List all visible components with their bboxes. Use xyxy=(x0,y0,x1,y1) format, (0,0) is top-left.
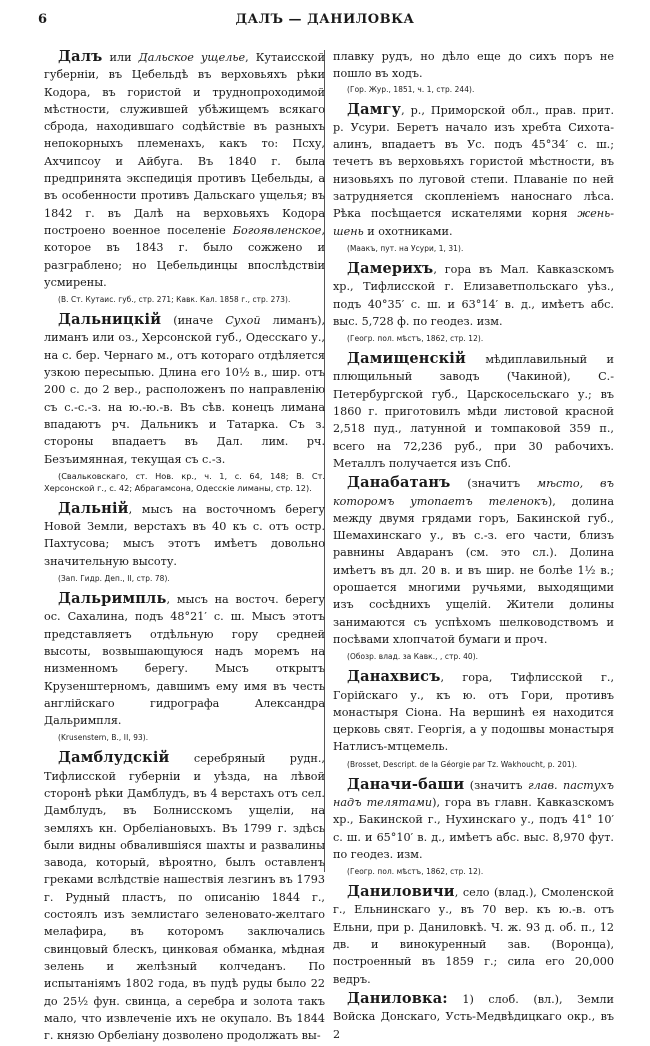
headword: Даниловичи xyxy=(347,883,455,901)
source-citation: (Обозр. влад. за Кавк., , стр. 40). xyxy=(347,651,479,662)
source-citation: (Гор. Жур., 1851, ч. 1, стр. 244). xyxy=(347,83,475,94)
headword: Дальній xyxy=(58,499,129,517)
entry-danakhvis: Данахвисъ, гора, Тифлисской г., Горійскаго у., къ ю. отъ Гори, противъ монастыря Сіона. На вершинѣ ея находится церковь свят. Георгія, а у подошвы монастыря Натлисъ-мтцемель. xyxy=(333,668,614,754)
source-citation: (Krusenstern, B., II, 93). xyxy=(58,732,149,743)
entry-damblud: Дамблудскій серебряный рудн., Тифлисской губерніи и уѣзда, на лѣвой сторонѣ рѣки Дамблудъ, въ 4 верстахъ отъ сел. Дамблудъ, въ Болнисскомъ ущеліи, на земляхъ кн. Орбеліановыхъ. Въ 1799 г. здѣсь были видны обвалившіяся шахты и развалины завода, который, вѣроятно, былъ оставленъ греками вслѣдствіе нашествія лезгинъ въ 1793 г. Рудный пластъ, по описанію 1844 г., состоялъ изъ землистаго зеленовато-желтаго мелафира, въ которомъ заключались свинцовый блескъ, цинковая обманка, мѣдная зелень и желѣзный колчеданъ. По испытаніямъ 1802 года, въ пудѣ руды было 22 до 25½ фун. свинца, а серебра и золота такъ мало, что извлеченіе ихъ не окупало. Въ 1844 г. князю Орбеліану дозволено продолжать вы- xyxy=(44,749,325,1043)
entry-continuation: плавку рудъ, но дѣло еще до сихъ поръ не пошло въ ходъ. xyxy=(333,50,614,81)
running-title: ДАЛЪ — ДАНИЛОВКА xyxy=(235,12,415,27)
entry-dalnitsky: Дальницкій (иначе Сухой лиманъ), лиманъ или оз., Херсонской губ., Одесскаго у., на с. бер. Чернаго м., отъ котораго отдѣляется узкою пересыпью. Длина его 10½ в., шир. отъ 200 с. до 2 вер., расположенъ по направленію съ с.-с.-з. на ю.-ю.-в. Въ сѣв. конецъ лимана впадаютъ рч. Дальникъ и Татарка. Съ з. стороны впадаетъ въ Дал. лим. рч. Безъимянная, текущая съ с.-з. xyxy=(44,311,325,466)
entry-damerikh: Дамерихъ, гора въ Мал. Кавказскомъ хр., Тифлисской г. Елизаветпольскаго уѣз., подъ 40°35′ с. ш. и 63°14′ в. д., имѣетъ абс. выс. 5,728 ф. по геодез. изм. xyxy=(333,259,614,328)
right-column xyxy=(333,48,614,1045)
source-citation: (Геогр. пол. мѣстъ, 1862, стр. 12). xyxy=(347,866,484,877)
source-citation: (Зап. Гидр. Деп., II, стр. 78). xyxy=(58,573,170,584)
headword: Дамгу xyxy=(347,100,402,118)
headword: Даниловка: xyxy=(347,989,448,1007)
headword: Дальримпль xyxy=(58,590,167,608)
entry-danachi-bashi: Даначи-баши (значитъ глав. пастухъ надъ телятами), гора въ главн. Кавказскомъ хр., Бакинской г., Нухинскаго у., подъ 41° 10′ с. ш. и 65°10′ в. д., имѣетъ абс. выс. 8,970 фут. по геодез. изм. xyxy=(333,775,614,861)
source-citation: (Свальковскаго, ст. Нов. кр., ч. 1, с. 64, 148; В. Ст. Херсонской г., с. 42; Абрагамсона, Одесскіе лиманы, стр. 12). xyxy=(44,470,325,493)
headword: Далъ xyxy=(58,48,103,65)
source-citation: (В. Ст. Кутаис. губ., стр. 271; Кавк. Кал. 1858 г., стр. 273). xyxy=(58,294,291,305)
entry-danilovichi: Даниловичи, село (влад.), Смоленской г., Ельнинскаго у., въ 70 вер. къ ю.-в. отъ Ельни, при р. Даниловкѣ. Ч. ж. 93 д. об. п., 12 дв. и винокуренный зав. (Воронца), построенный въ 1859 г.; сила его 20,000 ведръ. xyxy=(333,883,614,986)
entry-damgu: Дамгу, р., Приморской обл., прав. прит. р. Усури. Беретъ начало изъ хребта Сихота-алинъ, впадаетъ въ Ус. подъ 45°34′ с. ш.; течетъ въ верховьяхъ гористой мѣстности, въ низовьяхъ по луговой степи. Плаваніе по ней затрудняется скопленіемъ наноснаго лѣса. Рѣка посѣщается искателями корня жень-шень и охотниками. xyxy=(333,100,614,238)
page-header xyxy=(0,0,650,40)
entry-dalny: Дальній, мысъ на восточномъ берегу Новой Земли, верстахъ въ 40 къ с. отъ остр. Пахтусова; мысъ этотъ имѣетъ довольно значительную высоту. xyxy=(44,499,325,568)
headword: Данабатанъ xyxy=(347,474,451,492)
source-citation: (Brosset, Descript. de la Géorgie par Tz. Wakhoucht, p. 201). xyxy=(347,758,578,769)
left-column xyxy=(44,48,325,1046)
entry-dalrimpl: Дальримпль, мысъ на восточ. берегу ос. Сахалина, подъ 48°21′ с. ш. Мысъ этотъ представляетъ отдѣльную гору средней высоты, возвышающуюся надъ моремъ на низменномъ берегу. Мысъ открытъ Крузенштерномъ, давшимъ ему имя въ честь англійскаго гидрографа Александра Дальримпля. xyxy=(44,590,325,728)
headword: Дамищенскій xyxy=(347,350,466,368)
entry-dal: Далъ или Дальское ущелье, Кутаисской губерніи, въ Цебельдѣ въ верховьяхъ рѣки Кодора, въ гористой и труднопроходимой мѣстности, служившей убѣжищемъ всякаго сброда, находившаго содѣйствіе въ разныхъ непокорныхъ племенахъ, какъ то: Псху, Ахчипсоу и Айбуга. Въ 1840 г. была предпринята экспедиція противъ Цебельды, а въ особенности противъ Дальскаго ущелья; въ 1842 г. въ Далѣ на верховьяхъ Кодора построено военное поселеніе Богоявленское, которое въ 1843 г. было сожжено и разграблено; но Цебельдинцы впослѣдствіи усмирены. xyxy=(44,48,325,289)
entry-danilovka: Даниловка: 1) слоб. (вл.), Земли Войска Донскаго, Усть-Медвѣдицкаго окр., въ 2 xyxy=(333,989,614,1041)
entry-danabatan: Данабатанъ (значитъ мѣсто, въ которомъ утопаетъ теленокъ), долина между двумя грядами горъ, Бакинской губ., Шемахинскаго у., въ с.-з. его части, близъ равнины Авдаранъ (см. это сл.). Долина имѣетъ въ дл. 20 в. и въ шир. не болѣе 1½ в.; орошается многими ручьями, выходящими изъ сосѣднихъ ущелій. Жители долины занимаются съ успѣхомъ шелководствомъ и посѣвами хлопчатой бумаги и проч. xyxy=(333,474,614,646)
page-number: 6 xyxy=(38,12,48,27)
source-citation: (Маакъ, пут. на Усури, 1, 31). xyxy=(347,242,464,253)
source-citation: (Геогр. пол. мѣстъ, 1862, стр. 12). xyxy=(347,333,484,344)
headword: Даначи-баши xyxy=(347,775,465,793)
headword: Дамблудскій xyxy=(58,749,170,767)
headword: Дамерихъ xyxy=(347,259,434,277)
headword: Данахвисъ xyxy=(347,668,441,686)
headword: Дальницкій xyxy=(58,311,162,329)
entry-damishchensky: Дамищенскій мѣдиплавильный и плющильный заводъ (Чакиной), С.-Петербургской губ., Царскосельскаго у.; въ 1860 г. приготовилъ мѣди листовой красной 2,518 пуд., латунной и томпаковой 359 п., всего на 72,236 руб., при 30 рабочихъ. Металлъ получается изъ Спб. xyxy=(333,350,614,470)
